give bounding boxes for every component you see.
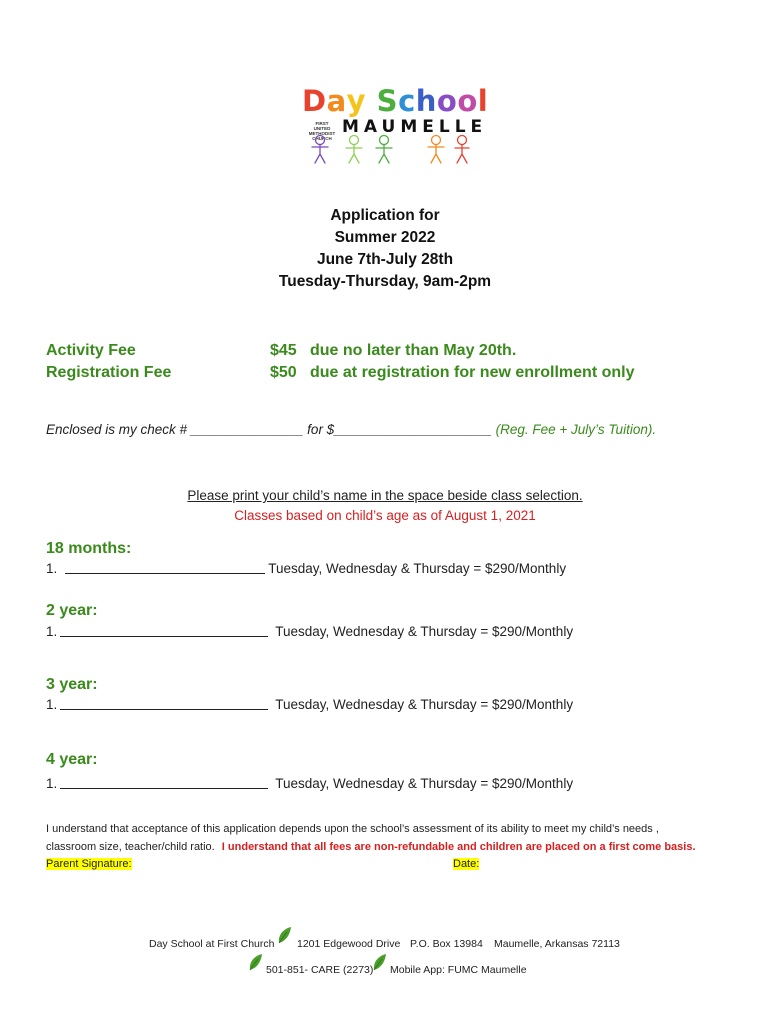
application-heading (0, 205, 770, 293)
child-name-field[interactable] (60, 697, 268, 710)
heading-line-2: Summer 2022 (334, 229, 436, 246)
child-name-field[interactable] (60, 776, 268, 789)
class-3-year-heading: 3 year: (46, 676, 98, 693)
check-enclosed-line (46, 422, 656, 437)
footer-mobile-app: Mobile App: FUMC Maumelle (390, 964, 527, 976)
class-4-year-row: 1. Tuesday, Wednesday & Thursday = $290/Monthly (46, 776, 574, 791)
logo-letter: l (477, 84, 489, 118)
parent-signature-label[interactable]: Parent Signature: (46, 858, 132, 870)
agreement-line-2: classroom size, teacher/child ratio. I understand that all fees are non-refundable and children are placed on a first come basis. (46, 841, 696, 853)
footer-address: 1201 Edgewood Drive (297, 938, 401, 950)
class-2-year-row: 1. Tuesday, Wednesday & Thursday = $290/Monthly (46, 624, 574, 639)
activity-fee-note: due no later than May 20th. (310, 342, 517, 359)
activity-fee-amount: $45 (270, 342, 297, 359)
logo-letter: y (346, 84, 367, 118)
heading-line-3: June 7th-July 28th (316, 251, 454, 268)
print-instruction: Please print your child’s name in the space beside class selection. (187, 488, 583, 503)
registration-fee-note: due at registration for new enrollment only (310, 364, 635, 381)
footer-pobox: P.O. Box 13984 (410, 938, 483, 950)
heading-line-1: Application for (330, 207, 440, 224)
class-schedule: Tuesday, Wednesday & Thursday = $290/Monthly (275, 697, 574, 712)
class-18-months-row: 1. Tuesday, Wednesday & Thursday = $290/Monthly (46, 561, 567, 576)
agreement-line-1: I understand that acceptance of this application depends upon the school’s assessment of its ability to meet my child’s needs , (46, 823, 659, 835)
footer-school-name: Day School at First Church (149, 938, 275, 950)
check-enclosed-note: (Reg. Fee + July’s Tuition). (495, 422, 657, 437)
logo-letter: S (376, 84, 399, 118)
logo-letter: a (326, 84, 347, 118)
check-enclosed-text[interactable]: Enclosed is my check # _______________ for $_____________________ (46, 422, 492, 437)
class-18-months-heading: 18 months: (46, 540, 132, 557)
logo-title (302, 84, 488, 118)
logo-maumelle: MAUMELLE (342, 117, 488, 137)
logo-letter: D (302, 84, 327, 118)
child-name-field[interactable] (65, 561, 265, 574)
footer-city: Maumelle, Arkansas 72113 (494, 938, 620, 950)
class-3-year-row: 1. Tuesday, Wednesday & Thursday = $290/Monthly (46, 697, 574, 712)
logo-letter: c (398, 84, 416, 118)
logo-church-name: FIRST UNITED METHODIST CHURCH (308, 121, 336, 141)
logo-letter: o (457, 84, 478, 118)
class-2-year-heading: 2 year: (46, 602, 98, 619)
class-4-year-heading: 4 year: (46, 751, 98, 768)
non-refundable-notice: I understand that all fees are non-refundable and children are placed on a first come basis. (221, 841, 696, 853)
leaf-icon (276, 926, 292, 944)
class-schedule: Tuesday, Wednesday & Thursday = $290/Monthly (268, 561, 567, 576)
logo-letter (366, 84, 377, 118)
registration-fee-label: Registration Fee (46, 364, 172, 381)
age-rule: Classes based on child’s age as of August 1, 2021 (234, 508, 536, 523)
date-label[interactable]: Date: (453, 858, 480, 870)
logo-letter: o (436, 84, 458, 118)
activity-fee-label: Activity Fee (46, 342, 136, 359)
children-drawing-icon (306, 134, 471, 166)
logo-letter: h (415, 84, 437, 118)
leaf-icon (371, 953, 387, 971)
registration-fee-amount: $50 (270, 364, 297, 381)
footer-phone: 501-851- CARE (2273) (266, 964, 374, 976)
school-logo (300, 84, 489, 166)
child-name-field[interactable] (60, 624, 268, 637)
leaf-icon (247, 953, 263, 971)
class-schedule: Tuesday, Wednesday & Thursday = $290/Monthly (275, 776, 574, 791)
class-schedule: Tuesday, Wednesday & Thursday = $290/Monthly (275, 624, 574, 639)
heading-line-4: Tuesday-Thursday, 9am-2pm (278, 273, 492, 290)
